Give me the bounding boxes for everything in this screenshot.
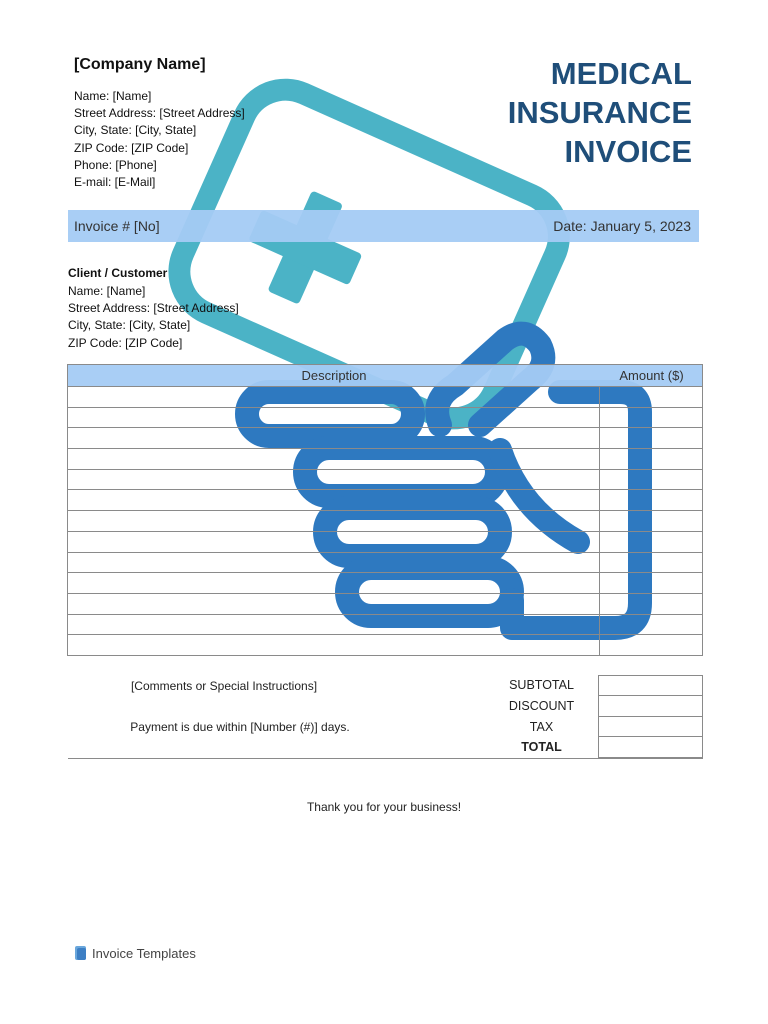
line-items-table bbox=[67, 364, 703, 656]
client-detail-line: City, State: [City, State] bbox=[68, 318, 191, 333]
brand-name: Invoice Templates bbox=[92, 945, 196, 961]
client-detail-line: Name: [Name] bbox=[68, 284, 146, 298]
company-detail-line: ZIP Code: [ZIP Code] bbox=[74, 140, 189, 155]
table-row[interactable] bbox=[68, 449, 702, 470]
client-detail-line: Street Address: [Street Address] bbox=[68, 301, 239, 316]
totals-divider bbox=[68, 758, 703, 759]
table-row[interactable] bbox=[68, 428, 702, 449]
brand-logo bbox=[74, 945, 196, 961]
subtotal-value-cell[interactable] bbox=[598, 675, 703, 696]
company-detail-line: Name: [Name] bbox=[74, 89, 152, 103]
invoice-info-bar bbox=[68, 210, 699, 242]
client-details bbox=[68, 283, 239, 352]
table-rows bbox=[68, 387, 702, 656]
total-label: TOTAL bbox=[521, 740, 562, 754]
subtotal-label: SUBTOTAL bbox=[509, 678, 574, 692]
amount-header: Amount ($) bbox=[619, 368, 684, 383]
table-header bbox=[68, 365, 702, 387]
payment-terms: Payment is due within [Number (#)] days. bbox=[130, 720, 350, 734]
table-row[interactable] bbox=[68, 490, 702, 511]
discount-label: DISCOUNT bbox=[508, 699, 575, 713]
tax-value-cell[interactable] bbox=[598, 717, 703, 738]
invoice-number: Invoice # [No] bbox=[74, 218, 160, 234]
table-row[interactable] bbox=[68, 553, 702, 574]
company-detail-line: Street Address: [Street Address] bbox=[74, 106, 245, 121]
client-detail-line: ZIP Code: [ZIP Code] bbox=[68, 335, 183, 350]
table-row[interactable] bbox=[68, 594, 702, 615]
company-name: [Company Name] bbox=[74, 56, 206, 73]
comments-text: [Comments or Special Instructions] bbox=[130, 679, 318, 693]
company-detail-line: E-mail: [E-Mail] bbox=[74, 175, 156, 190]
client-heading: Client / Customer bbox=[68, 266, 168, 280]
table-row[interactable] bbox=[68, 511, 702, 532]
discount-value-cell[interactable] bbox=[598, 696, 703, 717]
table-row[interactable] bbox=[68, 387, 702, 408]
company-detail-line: City, State: [City, State] bbox=[74, 123, 197, 138]
total-value-cell[interactable] bbox=[598, 737, 703, 758]
document-title bbox=[508, 54, 692, 171]
table-row[interactable] bbox=[68, 408, 702, 429]
tax-label: TAX bbox=[529, 720, 554, 734]
company-details bbox=[74, 88, 245, 191]
description-header: Description bbox=[301, 368, 367, 383]
company-detail-line: Phone: [Phone] bbox=[74, 157, 157, 172]
title-line: INVOICE bbox=[564, 134, 692, 169]
document-icon bbox=[74, 945, 88, 961]
table-row[interactable] bbox=[68, 615, 702, 636]
table-row[interactable] bbox=[68, 470, 702, 491]
table-row[interactable] bbox=[68, 635, 702, 656]
thank-you-message: Thank you for your business! bbox=[306, 800, 462, 814]
table-row[interactable] bbox=[68, 573, 702, 594]
table-row[interactable] bbox=[68, 532, 702, 553]
invoice-date: Date: January 5, 2023 bbox=[553, 218, 691, 234]
title-line: MEDICAL bbox=[550, 56, 692, 91]
title-line: INSURANCE bbox=[507, 95, 692, 130]
column-divider bbox=[599, 387, 600, 655]
